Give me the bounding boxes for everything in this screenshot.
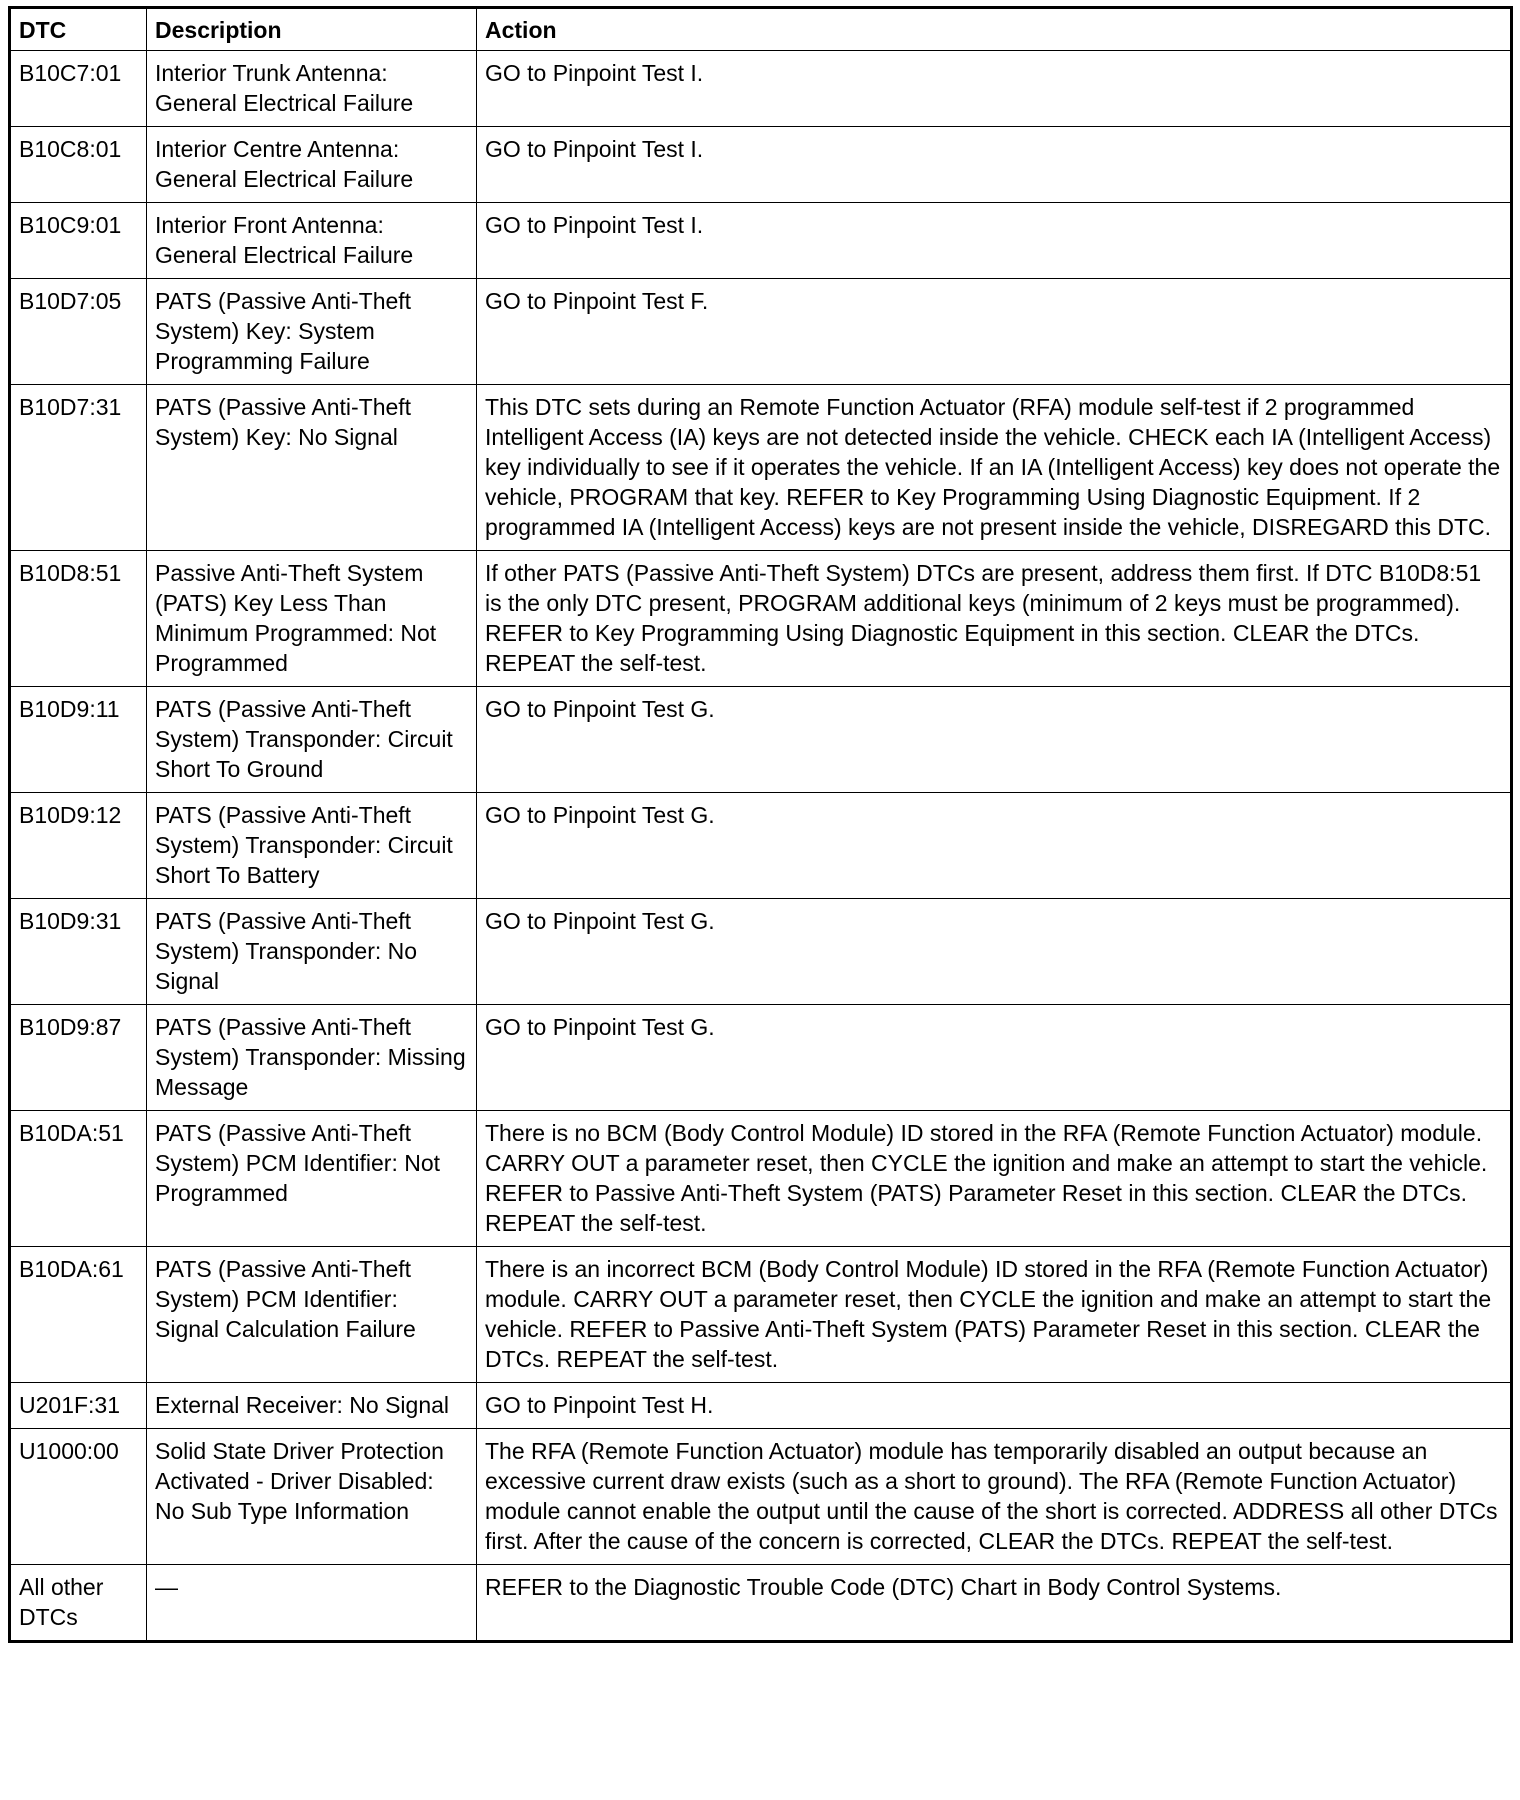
table-row <box>10 51 1512 127</box>
dtc-description: PATS (Passive Anti-Theft System) PCM Identifier: Signal Calculation Failure <box>147 1247 477 1383</box>
table-row <box>10 203 1512 279</box>
dtc-action: GO to Pinpoint Test G. <box>477 793 1512 899</box>
dtc-description: Solid State Driver Protection Activated - Driver Disabled: No Sub Type Information <box>147 1429 477 1565</box>
table-row <box>10 1005 1512 1111</box>
dtc-code: B10D7:31 <box>10 385 147 551</box>
dtc-action: GO to Pinpoint Test F. <box>477 279 1512 385</box>
dtc-code: B10D9:87 <box>10 1005 147 1111</box>
dtc-action: GO to Pinpoint Test I. <box>477 51 1512 127</box>
dtc-code: U201F:31 <box>10 1383 147 1429</box>
dtc-action: There is no BCM (Body Control Module) ID stored in the RFA (Remote Function Actuator) module. CARRY OUT a parameter reset, then CYCLE the ignition and make an attempt to start the vehicle. REFER to Passive Anti-Theft System (PATS) Parameter Reset in this section. CLEAR the DTCs. REPEAT the self-test. <box>477 1111 1512 1247</box>
dtc-code: B10D9:31 <box>10 899 147 1005</box>
dtc-action: GO to Pinpoint Test G. <box>477 899 1512 1005</box>
table-row <box>10 385 1512 551</box>
table-row <box>10 1565 1512 1642</box>
dtc-code: B10C9:01 <box>10 203 147 279</box>
dtc-action: GO to Pinpoint Test G. <box>477 687 1512 793</box>
dtc-code: All other DTCs <box>10 1565 147 1642</box>
dtc-code: B10D8:51 <box>10 551 147 687</box>
dtc-description: PATS (Passive Anti-Theft System) Transponder: No Signal <box>147 899 477 1005</box>
table-row <box>10 1429 1512 1565</box>
dtc-action: This DTC sets during an Remote Function Actuator (RFA) module self-test if 2 programmed Intelligent Access (IA) keys are not detected inside the vehicle. CHECK each IA (Intelligent Access) key individually to see if it operates the vehicle. If an IA (Intelligent Access) key does not operate the vehicle, PROGRAM that key. REFER to Key Programming Using Diagnostic Equipment. If 2 programmed IA (Intelligent Access) keys are not present inside the vehicle, DISREGARD this DTC. <box>477 385 1512 551</box>
column-header-description: Description <box>147 8 477 51</box>
table-row <box>10 551 1512 687</box>
dtc-description: PATS (Passive Anti-Theft System) Key: System Programming Failure <box>147 279 477 385</box>
dtc-action: GO to Pinpoint Test I. <box>477 127 1512 203</box>
table-row <box>10 127 1512 203</box>
table-header-row <box>10 8 1512 51</box>
dtc-code: B10D9:12 <box>10 793 147 899</box>
table-row <box>10 899 1512 1005</box>
dtc-description: PATS (Passive Anti-Theft System) Key: No Signal <box>147 385 477 551</box>
dtc-code: U1000:00 <box>10 1429 147 1565</box>
dtc-description: External Receiver: No Signal <box>147 1383 477 1429</box>
dtc-code: B10D9:11 <box>10 687 147 793</box>
dtc-action: REFER to the Diagnostic Trouble Code (DTC) Chart in Body Control Systems. <box>477 1565 1512 1642</box>
dtc-description: Interior Trunk Antenna: General Electrical Failure <box>147 51 477 127</box>
dtc-description: PATS (Passive Anti-Theft System) Transponder: Circuit Short To Ground <box>147 687 477 793</box>
dtc-action: There is an incorrect BCM (Body Control Module) ID stored in the RFA (Remote Function Actuator) module. CARRY OUT a parameter reset, then CYCLE the ignition and make an attempt to start the vehicle. REFER to Passive Anti-Theft System (PATS) Parameter Reset in this section. CLEAR the DTCs. REPEAT the self-test. <box>477 1247 1512 1383</box>
dtc-description: Passive Anti-Theft System (PATS) Key Less Than Minimum Programmed: Not Programmed <box>147 551 477 687</box>
table-row <box>10 1383 1512 1429</box>
table-row <box>10 1247 1512 1383</box>
dtc-description: Interior Front Antenna: General Electrical Failure <box>147 203 477 279</box>
dtc-action: GO to Pinpoint Test H. <box>477 1383 1512 1429</box>
table-row <box>10 279 1512 385</box>
dtc-code: B10D7:05 <box>10 279 147 385</box>
dtc-code: B10DA:61 <box>10 1247 147 1383</box>
dtc-action: GO to Pinpoint Test G. <box>477 1005 1512 1111</box>
dtc-action: The RFA (Remote Function Actuator) module has temporarily disabled an output because an excessive current draw exists (such as a short to ground). The RFA (Remote Function Actuator) module cannot enable the output until the cause of the short is corrected. ADDRESS all other DTCs first. After the cause of the concern is corrected, CLEAR the DTCs. REPEAT the self-test. <box>477 1429 1512 1565</box>
table-row <box>10 687 1512 793</box>
dtc-description: PATS (Passive Anti-Theft System) PCM Identifier: Not Programmed <box>147 1111 477 1247</box>
column-header-action: Action <box>477 8 1512 51</box>
dtc-table <box>8 6 1513 1643</box>
dtc-description: PATS (Passive Anti-Theft System) Transponder: Missing Message <box>147 1005 477 1111</box>
table-row <box>10 1111 1512 1247</box>
dtc-code: B10C8:01 <box>10 127 147 203</box>
dtc-code: B10C7:01 <box>10 51 147 127</box>
dtc-action: If other PATS (Passive Anti-Theft System) DTCs are present, address them first. If DTC B10D8:51 is the only DTC present, PROGRAM additional keys (minimum of 2 keys must be programmed). REFER to Key Programming Using Diagnostic Equipment in this section. CLEAR the DTCs. REPEAT the self-test. <box>477 551 1512 687</box>
table-row <box>10 793 1512 899</box>
column-header-dtc: DTC <box>10 8 147 51</box>
dtc-action: GO to Pinpoint Test I. <box>477 203 1512 279</box>
dtc-description: — <box>147 1565 477 1642</box>
dtc-description: PATS (Passive Anti-Theft System) Transponder: Circuit Short To Battery <box>147 793 477 899</box>
dtc-code: B10DA:51 <box>10 1111 147 1247</box>
dtc-description: Interior Centre Antenna: General Electrical Failure <box>147 127 477 203</box>
